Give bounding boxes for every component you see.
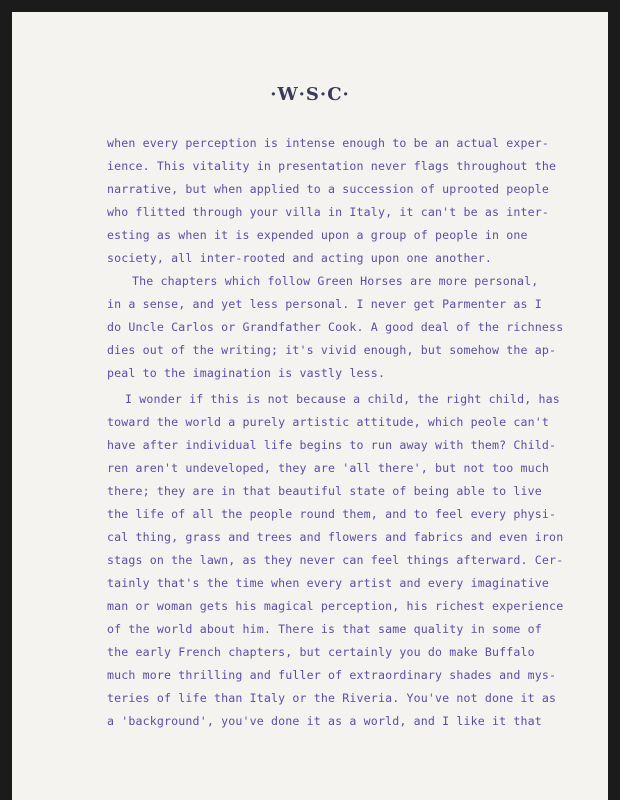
body-line: narrative, but when applied to a succession of uprooted people: [107, 182, 550, 196]
body-line: society, all inter-rooted and acting upon one another.: [107, 251, 493, 265]
body-line: The chapters which follow Green Horses are more personal,: [132, 274, 539, 288]
body-line: there; they are in that beautiful state of being able to live: [107, 484, 542, 498]
body-line: when every perception is intense enough to be an actual exper-: [107, 136, 550, 150]
body-line: ience. This vitality in presentation never flags throughout the: [107, 159, 557, 173]
body-line: much more thrilling and fuller of extraordinary shades and mys-: [107, 668, 557, 682]
body-line: the life of all the people round them, and to feel every physi-: [107, 507, 557, 521]
monogram: ·W·S·C·: [270, 84, 350, 105]
body-line: I wonder if this is not because a child, the right child, has: [125, 392, 560, 406]
body-line: teries of life than Italy or the Riveria. You've not done it as: [107, 691, 557, 705]
body-line: toward the world a purely artistic attitude, which peole can't: [107, 415, 550, 429]
body-line: peal to the imagination is vastly less.: [107, 366, 386, 380]
body-line: cal thing, grass and trees and flowers and fabrics and even iron: [107, 530, 564, 544]
body-line: ren aren't undeveloped, they are 'all there', but not too much: [107, 461, 550, 475]
body-line: who flitted through your villa in Italy, it can't be as inter-: [107, 205, 550, 219]
body-line: stags on the lawn, as they never can feel things afterward. Cer-: [107, 553, 564, 567]
body-line: in a sense, and yet less personal. I never get Parmenter as I: [107, 297, 542, 311]
body-line: the early French chapters, but certainly you do make Buffalo: [107, 645, 535, 659]
body-line: esting as when it is expended upon a group of people in one: [107, 228, 528, 242]
body-line: of the world about him. There is that same quality in some of: [107, 622, 542, 636]
body-line: man or woman gets his magical perception, his richest experience: [107, 599, 564, 613]
body-line: have after individual life begins to run away with them? Child-: [107, 438, 557, 452]
body-line: tainly that's the time when every artist and every imaginative: [107, 576, 550, 590]
body-line: a 'background', you've done it as a world, and I like it that: [107, 714, 542, 728]
body-line: do Uncle Carlos or Grandfather Cook. A good deal of the richness: [107, 320, 564, 334]
body-line: dies out of the writing; it's vivid enough, but somehow the ap-: [107, 343, 557, 357]
